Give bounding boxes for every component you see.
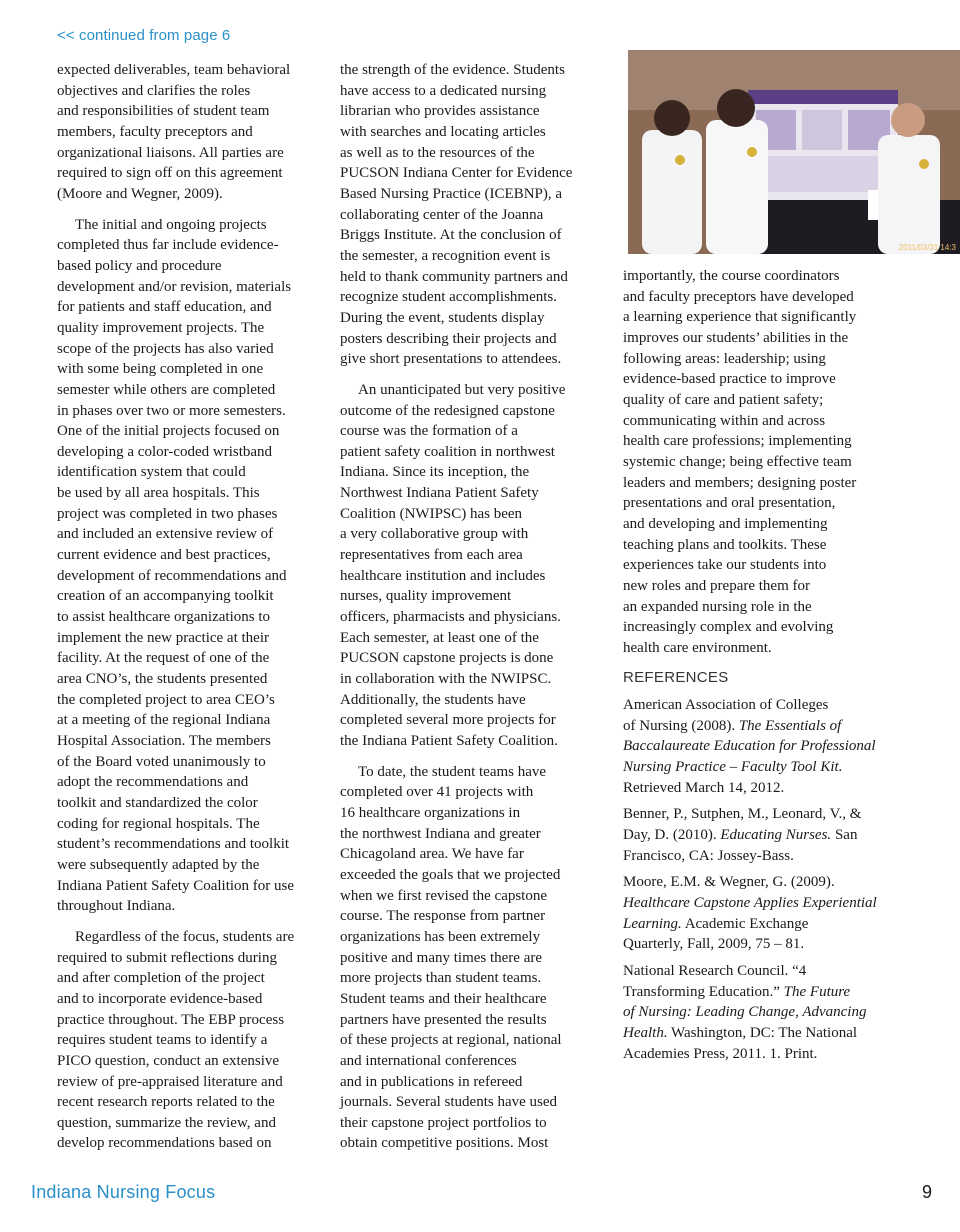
article-column-1	[57, 60, 327, 1164]
body-paragraph: To date, the student teams have completed over 41 projects with 16 healthcare organizations in the northwest Indiana and greater Chicagoland area. We have far exceeded the goals that we projected when we first revised the capstone course. The response from partner organizations has been extremely positive and many times there are more projects than student teams. Student teams and their healthcare partners have presented the results of these projects at regional, national and international conferences and in publications in refereed journals. Several students have used their capstone project portfolios to obtain competitive positions. Most	[340, 763, 562, 1152]
body-paragraph: The initial and ongoing projects completed thus far include evidence- based policy and procedure development and/or revision, materials for patients and staff education, and quality improvement projects. The scope of the projects has also varied with some being completed in one semester while others are completed in phases over two or more semesters. One of the initial projects focused on developing a color-coded wristband identification system that could be used by all area hospitals. This project was completed in two phases and included an extensive review of current evidence and best practices, development of recommendations and creation of an accompanying toolkit to assist healthcare organizations to implement the new practice at their facility. At the request of one of the area CNO’s, the students presented the completed project to area CEO’s at a meeting of the regional Indiana Hospital Association. The members of the Board voted unanimously to adopt the recommendations and toolkit and standardized the color coding for regional hospitals. The student’s recommendations and toolkit were subsequently adapted by the Indiana Patient Safety Coalition for use throughout Indiana.	[57, 216, 295, 915]
photo-timestamp: 2011/03/31 14:3	[898, 243, 956, 252]
reference-item: Benner, P., Sutphen, M., Leonard, V., & Day, D. (2010). Educating Nurses. San Francisco, CA: Jossey-Bass.	[623, 806, 862, 864]
article-column-3	[623, 266, 913, 1070]
publication-title: Indiana Nursing Focus	[31, 1182, 216, 1202]
body-paragraph: importantly, the course coordinators and faculty preceptors have developed a learning experience that significantly improves our students’ abilities in the following areas: leadership; using evidence-based practice to improve quality of care and patient safety; communicating within and across health care professions; implementing systemic change; being effective team leaders and members; designing poster presentations and oral presentation, and developing and implementing teaching plans and toolkits. These experiences take our students into new roles and prepare them for an expanded nursing role in the increasingly complex and evolving health care environment.	[623, 268, 857, 656]
references-heading: REFERENCES	[623, 669, 729, 687]
reference-item: Moore, E.M. & Wegner, G. (2009). Healthcare Capstone Applies Experiential Learning. Academic Exchange Quarterly, Fall, 2009, 75 – 81.	[623, 874, 877, 953]
reference-item: American Association of Colleges of Nursing (2008). The Essentials of Baccalaureate Education for Professional Nursing Practice – Faculty Tool Kit. Retrieved March 14, 2012.	[623, 697, 876, 796]
body-paragraph: expected deliverables, team behavioral objectives and clarifies the roles and responsibilities of student team members, faculty preceptors and organizational liaisons. All parties are required to sign off on this agreement (Moore and Wegner, 2009).	[57, 62, 291, 202]
continued-from-note: << continued from page 6	[57, 27, 231, 44]
body-paragraph: the strength of the evidence. Students have access to a dedicated nursing librarian who provides assistance with searches and locating articles as well as to the resources of the PUCSON Indiana Center for Evidence Based Nursing Practice (ICEBNP), a collaborating center of the Joanna Briggs Institute. At the conclusion of the semester, a recognition event is held to thank community partners and recognize student accomplishments. During the event, students display posters describing their projects and give short presentations to attendees.	[340, 62, 573, 368]
body-paragraph: An unanticipated but very positive outcome of the redesigned capstone course was the formation of a patient safety coalition in northwest Indiana. Since its inception, the Northwest Indiana Patient Safety Coalition (NWIPSC) has been a very collaborative group with representatives from each area healthcare institution and includes nurses, quality improvement officers, pharmacists and physicians. Each semester, at least one of the PUCSON capstone projects is done in collaboration with the NWIPSC. Additionally, the students have completed several more projects for the Indiana Patient Safety Coalition.	[340, 381, 566, 749]
article-column-2	[340, 60, 610, 1164]
body-paragraph: Regardless of the focus, students are required to submit reflections during and after completion of the project and to incorporate evidence-based practice throughout. The EBP process requires student teams to identify a PICO question, conduct an extensive review of pre-appraised literature and recent research reports related to the question, summarize the review, and develop recommendations based on	[57, 928, 295, 1152]
event-photo	[628, 50, 960, 254]
reference-item: National Research Council. “4 Transforming Education.” The Future of Nursing: Leading Change, Advancing Health. Washington, DC: The National Academies Press, 2011. 1. Print.	[623, 963, 867, 1062]
page-number: 9	[921, 1182, 932, 1202]
students-poster-photo	[628, 50, 960, 254]
